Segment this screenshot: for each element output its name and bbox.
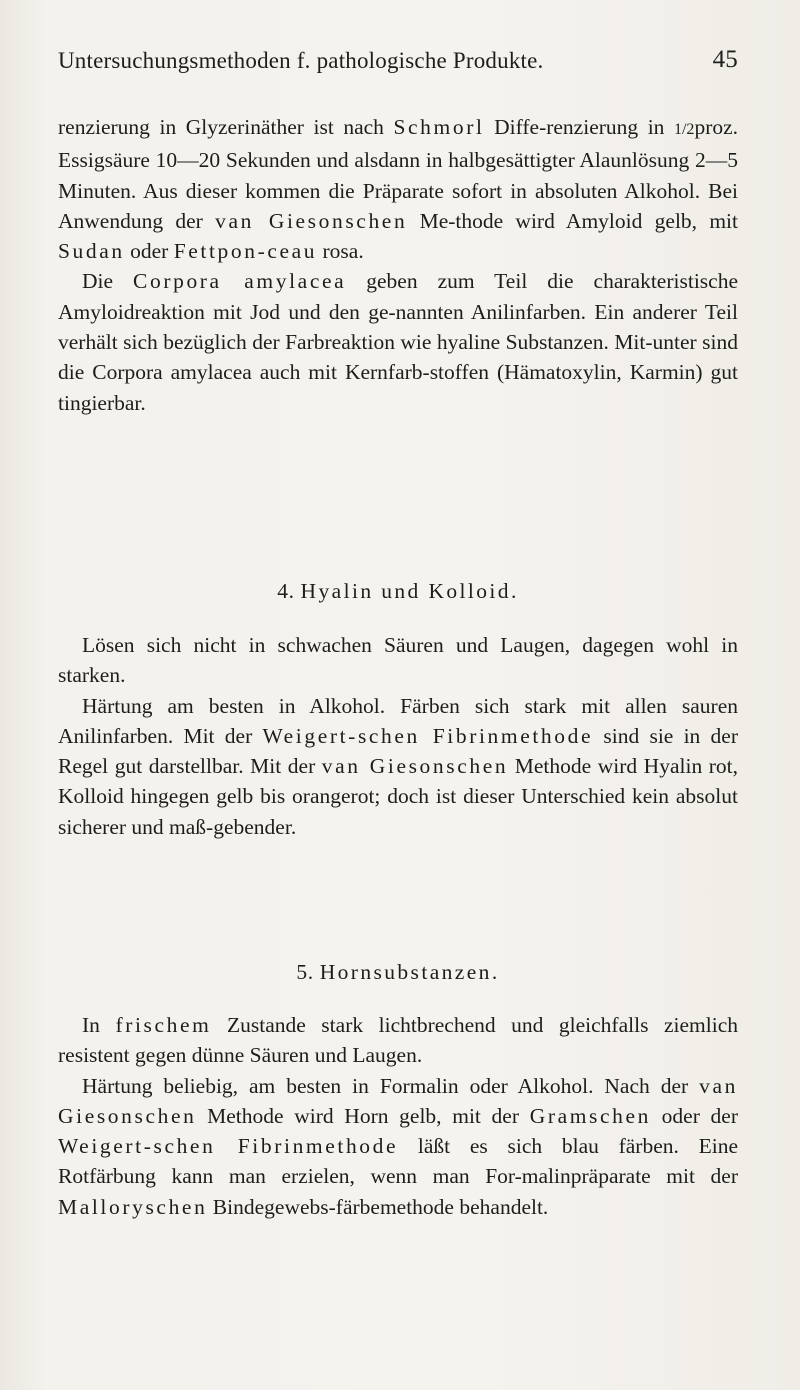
section-heading-4 xyxy=(58,579,738,604)
paragraph xyxy=(58,1010,738,1071)
section-title: Hyalin und Kolloid. xyxy=(300,579,519,603)
section-heading-5 xyxy=(58,960,738,985)
spaced-name: Gramschen xyxy=(529,1103,651,1128)
spaced-name: Malloryschen xyxy=(58,1194,208,1219)
header-title: Untersuchungsmethoden f. pathologische Produkte. xyxy=(58,48,544,73)
text-run: Lösen sich nicht in schwachen Säuren und Laugen, dagegen wohl in starken. xyxy=(58,633,738,688)
text-run: oder xyxy=(124,239,174,264)
spaced-name: van Giesonschen xyxy=(215,208,408,233)
text-run: läßt es sich blau färben. Eine Rotfärbung kann man erzielen, wenn man For-malinpräparate mit der xyxy=(58,1134,738,1189)
text-run: Me-thode wird Amyloid gelb, mit xyxy=(407,208,738,233)
paragraph xyxy=(58,630,738,691)
text-run: oder der xyxy=(651,1103,738,1128)
spaced-name: Sudan xyxy=(58,239,125,264)
text-run: Methode wird Hyalin rot, Kolloid hingegen gelb bis orangerot; doch ist dieser Unterschied kein absolut sicherer und maß-gebender. xyxy=(58,754,738,839)
text-block-section-4 xyxy=(58,630,738,842)
section-number: 5. xyxy=(296,960,314,984)
text-run: Die xyxy=(82,269,134,294)
running-header xyxy=(58,48,738,88)
fraction: 1/2 xyxy=(673,121,695,138)
text-block-1 xyxy=(58,112,738,418)
spaced-name: Weigert-schen Fibrinmethode xyxy=(58,1134,399,1159)
text-run: geben zum Teil die charakteristische Amyloidreaktion mit Jod und den ge-nannten Anilinfarben. Ein anderer Teil verhält sich bezüglich der Farbreaktion wie hyaline Substanzen. Mit-unter sind die Corpora amylacea auch mit Kernfarb-stoffen (Hämatoxylin, Karmin) gut tingierbar. xyxy=(58,269,738,415)
paragraph xyxy=(58,1071,738,1222)
spaced-name: van Giesonschen xyxy=(58,1073,738,1128)
paragraph xyxy=(58,691,738,842)
text-run: rosa. xyxy=(317,239,364,264)
spaced-name: Fettpon-ceau xyxy=(173,239,318,264)
spaced-term: Corpora amylacea xyxy=(133,269,347,294)
spaced-name: Weigert-schen Fibrinmethode xyxy=(262,723,594,748)
text-block-section-5 xyxy=(58,1010,738,1222)
text-run: Zustande stark lichtbrechend und gleichfalls ziemlich resistent gegen dünne Säuren und Laugen. xyxy=(58,1013,738,1068)
text-run: sind sie in der Regel gut darstellbar. Mit der xyxy=(58,723,739,779)
text-run: Härtung am besten in Alkohol. Färben sich stark mit allen sauren Anilinfarben. Mit der xyxy=(58,693,738,748)
text-run: Diffe-renzierung in xyxy=(484,115,674,139)
text-run: Bindegewebs-färbemethode behandelt. xyxy=(207,1194,549,1219)
spaced-term: frischem xyxy=(115,1013,212,1037)
paragraph xyxy=(58,266,738,417)
text-run: proz. Essigsäure 10—20 Sekunden und alsdann in halbgesättigter Alaunlösung 2—5 Minuten. Aus dieser kommen die Präparate sofort in absoluten Alkohol. Bei Anwendung der xyxy=(58,115,739,233)
paragraph xyxy=(58,112,738,266)
section-number: 4. xyxy=(277,579,295,603)
text-run: Methode wird Horn gelb, mit der xyxy=(196,1103,530,1128)
text-run: In xyxy=(82,1013,116,1037)
text-run: Härtung beliebig, am besten in Formalin oder Alkohol. Nach der xyxy=(82,1073,700,1098)
section-title: Hornsubstanzen. xyxy=(319,960,500,984)
spaced-name: Schmorl xyxy=(393,115,485,139)
spaced-name: van Giesonschen xyxy=(321,754,509,779)
page-number: 45 xyxy=(712,46,738,73)
text-run: renzierung in Glyzerinäther ist nach xyxy=(58,115,394,139)
